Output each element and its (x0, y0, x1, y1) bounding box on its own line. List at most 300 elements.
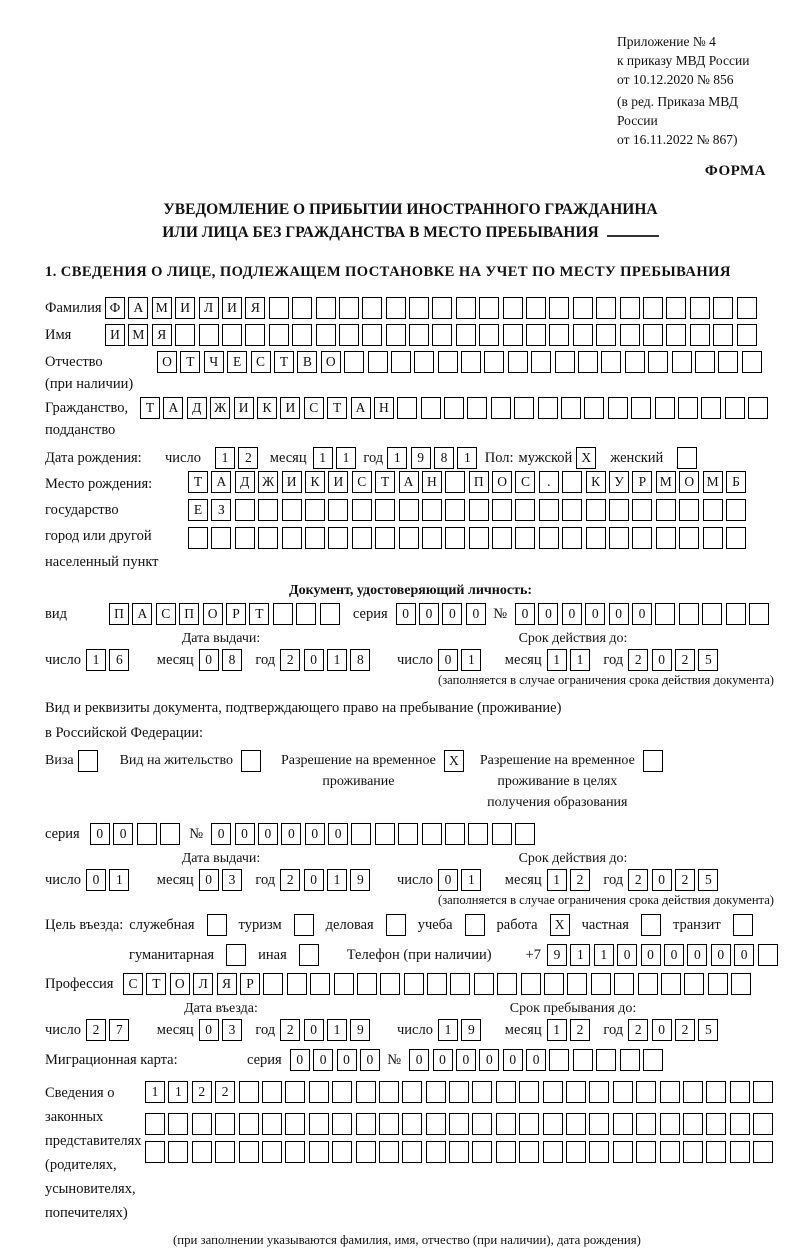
residence-permit-checkbox (241, 750, 261, 772)
char-cell (445, 527, 465, 549)
char-cell: А (132, 603, 152, 625)
residence-doc-intro2: в Российской Федерации: (45, 725, 204, 741)
char-cell (584, 397, 604, 419)
purpose-tourism-label: туризм (238, 917, 282, 933)
char-cell: Т (180, 351, 200, 373)
char-cell: 0 (360, 1049, 380, 1071)
char-cell: 0 (90, 823, 110, 845)
char-cell: 2 (628, 869, 648, 891)
patronymic-label: Отчество (45, 354, 103, 370)
char-cell (596, 297, 616, 319)
char-cell (305, 499, 325, 521)
char-cell: 0 (113, 823, 133, 845)
char-cell (679, 499, 699, 521)
char-cell: 1 (570, 649, 590, 671)
char-cell (718, 351, 738, 373)
doc-series-cells (396, 603, 490, 625)
char-cell (188, 527, 208, 549)
char-cell: 0 (479, 1049, 499, 1071)
form-label: ФОРМА (704, 163, 766, 179)
doc-number-label: № (493, 606, 508, 622)
char-cell (492, 527, 512, 549)
char-cell (357, 973, 377, 995)
char-cell (402, 1113, 422, 1135)
char-cell: С (515, 471, 535, 493)
char-cell: О (321, 351, 341, 373)
purpose-official-checkbox (207, 914, 227, 936)
month-label: месяц (156, 652, 194, 668)
char-cell (456, 324, 476, 346)
char-cell: 0 (526, 1049, 546, 1071)
char-cell (503, 324, 523, 346)
char-cell (414, 351, 434, 373)
char-cell (596, 324, 616, 346)
char-cell (573, 297, 593, 319)
purpose-study-label: учеба (417, 917, 453, 933)
char-cell: М (128, 324, 148, 346)
char-cell: 6 (109, 649, 129, 671)
char-cell (356, 1113, 376, 1135)
char-cell: 2 (238, 447, 258, 469)
char-cell: С (156, 603, 176, 625)
temp-residence-edu-label-line3: получения образования (487, 795, 628, 810)
purpose-other-checkbox (299, 944, 319, 966)
char-cell (620, 1049, 640, 1071)
char-cell: Ч (204, 351, 224, 373)
char-cell (539, 527, 559, 549)
char-cell (222, 324, 242, 346)
birth-day-cells (215, 447, 262, 469)
char-cell: Т (249, 603, 269, 625)
char-cell (661, 973, 681, 995)
char-cell: 8 (350, 649, 370, 671)
char-cell (409, 297, 429, 319)
char-cell (215, 1141, 235, 1163)
year-label: год (255, 652, 276, 668)
issue-day-cells (86, 649, 133, 671)
citizenship-cells (140, 397, 772, 419)
char-cell (339, 297, 359, 319)
char-cell (672, 351, 692, 373)
char-cell (562, 527, 582, 549)
char-cell: 9 (461, 1019, 481, 1041)
char-cell (426, 1141, 446, 1163)
char-cell: 0 (438, 649, 458, 671)
char-cell: Я (152, 324, 172, 346)
char-cell (706, 1081, 726, 1103)
char-cell (168, 1141, 188, 1163)
char-cell: 2 (215, 1081, 235, 1103)
char-cell (561, 397, 581, 419)
char-cell (503, 297, 523, 319)
char-cell (263, 973, 283, 995)
char-cell (731, 973, 751, 995)
char-cell (239, 1141, 259, 1163)
res-expiry-year-cells (628, 869, 722, 891)
char-cell (613, 1113, 633, 1135)
char-cell (398, 823, 418, 845)
char-cell (613, 1141, 633, 1163)
char-cell (638, 973, 658, 995)
issue-date-label: Дата выдачи: (181, 631, 261, 646)
char-cell (273, 603, 293, 625)
char-cell: 0 (396, 603, 416, 625)
representatives-note: (при заполнении указываются фамилия, имя, отчество (при наличии), дата рождения) (173, 1233, 641, 1247)
char-cell: 8 (222, 649, 242, 671)
char-cell (543, 1113, 563, 1135)
char-cell (426, 1081, 446, 1103)
char-cell (614, 973, 634, 995)
stay-month-cells (547, 1019, 594, 1041)
amendment-line: (в ред. Приказа МВД России (617, 94, 738, 128)
char-cell: 0 (409, 1049, 429, 1071)
char-cell (375, 499, 395, 521)
char-cell: 0 (609, 603, 629, 625)
char-cell: О (492, 471, 512, 493)
char-cell (199, 324, 219, 346)
char-cell: С (123, 973, 143, 995)
char-cell: 2 (280, 869, 300, 891)
char-cell: Т (375, 471, 395, 493)
char-cell (655, 397, 675, 419)
char-cell (730, 1081, 750, 1103)
char-cell (292, 324, 312, 346)
char-cell (539, 499, 559, 521)
char-cell (706, 1113, 726, 1135)
char-cell (656, 499, 676, 521)
char-cell (426, 1113, 446, 1135)
res-number-label: № (189, 826, 204, 842)
day-label: число (45, 872, 81, 888)
char-cell (643, 324, 663, 346)
char-cell (456, 297, 476, 319)
char-cell (678, 397, 698, 419)
char-cell (496, 1081, 516, 1103)
char-cell: 1 (547, 649, 567, 671)
char-cell (531, 351, 551, 373)
char-cell (526, 297, 546, 319)
year-label: год (603, 652, 624, 668)
char-cell (514, 397, 534, 419)
char-cell (269, 297, 289, 319)
char-cell (239, 1113, 259, 1135)
char-cell: Н (422, 471, 442, 493)
char-cell (566, 1081, 586, 1103)
char-cell (309, 1081, 329, 1103)
char-cell (643, 297, 663, 319)
temp-residence-label-line2: проживание (322, 774, 395, 789)
temp-residence-edu-label-line2: проживание в целях (497, 774, 618, 789)
char-cell: 0 (664, 944, 684, 966)
char-cell: 0 (86, 869, 106, 891)
char-cell: 1 (313, 447, 333, 469)
entry-year-cells (280, 1019, 374, 1041)
char-cell: Б (726, 471, 746, 493)
res-issue-day-cells (86, 869, 133, 891)
birth-place-label-city1: город или другой (45, 528, 152, 544)
char-cell (573, 1049, 593, 1071)
char-cell (215, 1113, 235, 1135)
char-cell (660, 1113, 680, 1135)
purpose-business-label: деловая (325, 917, 374, 933)
char-cell (620, 324, 640, 346)
char-cell (683, 1081, 703, 1103)
mc-series-label: серия (247, 1052, 282, 1068)
char-cell: 0 (466, 603, 486, 625)
char-cell (549, 297, 569, 319)
char-cell: 1 (461, 869, 481, 891)
char-cell: И (280, 397, 300, 419)
birth-month-cells (313, 447, 360, 469)
char-cell (391, 351, 411, 373)
char-cell (344, 351, 364, 373)
appendix-block (617, 32, 776, 149)
char-cell (445, 823, 465, 845)
char-cell (235, 499, 255, 521)
char-cell: 2 (675, 869, 695, 891)
char-cell (468, 823, 488, 845)
char-cell (332, 1081, 352, 1103)
amendment-line: от 16.11.2022 № 867) (617, 132, 738, 147)
char-cell (309, 1141, 329, 1163)
char-cell (684, 973, 704, 995)
char-cell (211, 527, 231, 549)
month-label: месяц (156, 872, 194, 888)
char-cell (609, 527, 629, 549)
char-cell (472, 1081, 492, 1103)
char-cell (636, 1113, 656, 1135)
char-cell (632, 499, 652, 521)
char-cell (316, 324, 336, 346)
appendix-line: Приложение № 4 (617, 34, 716, 49)
char-cell (402, 1081, 422, 1103)
day-label: число (45, 652, 81, 668)
issue-year-cells (280, 649, 374, 671)
char-cell (386, 297, 406, 319)
char-cell: И (105, 324, 125, 346)
char-cell: Е (227, 351, 247, 373)
char-cell: 9 (547, 944, 567, 966)
char-cell: Д (235, 471, 255, 493)
char-cell: 0 (585, 603, 605, 625)
char-cell (566, 1113, 586, 1135)
char-cell: С (304, 397, 324, 419)
char-cell: 0 (538, 603, 558, 625)
char-cell (555, 351, 575, 373)
char-cell: С (352, 471, 372, 493)
char-cell: 0 (632, 603, 652, 625)
birth-place-label: Место рождения: (45, 476, 153, 492)
char-cell (380, 973, 400, 995)
char-cell (519, 1081, 539, 1103)
char-cell (591, 973, 611, 995)
char-cell (496, 1113, 516, 1135)
birth-place-row2-cells (188, 499, 749, 521)
char-cell: Ф (105, 297, 125, 319)
char-cell (296, 603, 316, 625)
char-cell: П (179, 603, 199, 625)
char-cell: 1 (457, 447, 477, 469)
char-cell (737, 324, 757, 346)
residence-permit-label: Вид на жительство (119, 753, 233, 768)
char-cell: З (211, 499, 231, 521)
char-cell (339, 324, 359, 346)
char-cell: Ж (210, 397, 230, 419)
identity-doc-heading: Документ, удостоверяющий личность: (288, 583, 533, 598)
representatives-label-line: усыновителях, (45, 1181, 136, 1197)
char-cell: С (251, 351, 271, 373)
char-cell (235, 527, 255, 549)
purpose-study-checkbox (465, 914, 485, 936)
patronymic-note: (при наличии) (45, 376, 134, 392)
month-label: месяц (504, 1022, 542, 1038)
expiry-month-cells (547, 649, 594, 671)
month-label: месяц (504, 652, 542, 668)
char-cell: И (328, 471, 348, 493)
char-cell: П (469, 471, 489, 493)
blank-underline (607, 222, 659, 237)
option-temp-residence-edu (480, 750, 663, 813)
char-cell (285, 1081, 305, 1103)
char-cell: 1 (387, 447, 407, 469)
char-cell (648, 351, 668, 373)
char-cell (474, 973, 494, 995)
char-cell (702, 603, 722, 625)
representatives-row1-cells (145, 1081, 777, 1103)
char-cell (549, 1049, 569, 1071)
char-cell: 0 (433, 1049, 453, 1071)
char-cell: П (109, 603, 129, 625)
char-cell: О (203, 603, 223, 625)
char-cell: А (399, 471, 419, 493)
char-cell (305, 527, 325, 549)
char-cell: 0 (652, 869, 672, 891)
char-cell (620, 297, 640, 319)
char-cell: 5 (698, 649, 718, 671)
char-cell: 0 (199, 869, 219, 891)
char-cell: 1 (547, 869, 567, 891)
identity-doc-dates (45, 631, 776, 671)
char-cell: А (163, 397, 183, 419)
char-cell: . (539, 471, 559, 493)
char-cell (666, 324, 686, 346)
char-cell (282, 499, 302, 521)
char-cell: Т (327, 397, 347, 419)
temp-residence-edu-label-line1: Разрешение на временное (479, 753, 635, 768)
char-cell (515, 527, 535, 549)
char-cell (469, 527, 489, 549)
char-cell (725, 397, 745, 419)
migration-card-label: Миграционная карта: (45, 1052, 178, 1068)
char-cell: 1 (327, 649, 347, 671)
residence-doc-intro1: Вид и реквизиты документа, подтверждающего право на пребывание (проживание) (45, 700, 562, 716)
char-cell (636, 1141, 656, 1163)
char-cell (379, 1081, 399, 1103)
char-cell: Я (245, 297, 265, 319)
entry-month-cells (199, 1019, 246, 1041)
mc-number-label: № (387, 1052, 402, 1068)
char-cell (666, 297, 686, 319)
char-cell (708, 973, 728, 995)
char-cell: 0 (211, 823, 231, 845)
char-cell (703, 527, 723, 549)
char-cell (683, 1113, 703, 1135)
day-label: число (397, 872, 433, 888)
month-label: месяц (269, 450, 307, 466)
char-cell (168, 1113, 188, 1135)
char-cell (643, 1049, 663, 1071)
purpose-private-checkbox (641, 914, 661, 936)
char-cell (737, 297, 757, 319)
temp-residence-label-line1: Разрешение на временное (280, 753, 436, 768)
char-cell (726, 499, 746, 521)
char-cell (690, 297, 710, 319)
char-cell (596, 1049, 616, 1071)
char-cell (566, 1141, 586, 1163)
char-cell (521, 973, 541, 995)
char-cell: 2 (570, 1019, 590, 1041)
char-cell (432, 297, 452, 319)
char-cell: 0 (328, 823, 348, 845)
char-cell (285, 1141, 305, 1163)
representatives-label-line: (родителях, (45, 1157, 117, 1173)
char-cell (192, 1141, 212, 1163)
purpose-official-label: служебная (129, 917, 195, 933)
char-cell (519, 1113, 539, 1135)
char-cell: 1 (215, 447, 235, 469)
form-title-line2: ИЛИ ЛИЦА БЕЗ ГРАЖДАНСТВА В МЕСТО ПРЕБЫВАНИЯ (45, 221, 776, 244)
char-cell (589, 1113, 609, 1135)
char-cell: 2 (628, 1019, 648, 1041)
char-cell: 0 (304, 649, 324, 671)
char-cell (421, 397, 441, 419)
expiry-date-label: Срок действия до: (518, 631, 628, 646)
char-cell: 0 (313, 1049, 333, 1071)
char-cell (492, 499, 512, 521)
year-label: год (255, 1022, 276, 1038)
char-cell (328, 499, 348, 521)
char-cell: 1 (145, 1081, 165, 1103)
surname-cells (105, 297, 760, 319)
char-cell (508, 351, 528, 373)
char-cell: 0 (304, 869, 324, 891)
char-cell: О (170, 973, 190, 995)
char-cell: М (656, 471, 676, 493)
option-temp-residence (281, 750, 464, 792)
char-cell: 0 (419, 603, 439, 625)
char-cell (375, 823, 395, 845)
stay-year-cells (628, 1019, 722, 1041)
purpose-work-label: работа (496, 917, 538, 933)
char-cell (160, 823, 180, 845)
residence-doc-dates (45, 851, 776, 891)
char-cell (578, 351, 598, 373)
month-label: месяц (156, 1022, 194, 1038)
char-cell: Д (187, 397, 207, 419)
representatives-label-line: законных (45, 1109, 104, 1125)
char-cell (586, 499, 606, 521)
char-cell (703, 499, 723, 521)
char-cell (422, 823, 442, 845)
char-cell: 0 (734, 944, 754, 966)
char-cell (175, 324, 195, 346)
birth-date-label: Дата рождения: (45, 450, 142, 466)
char-cell: 0 (199, 1019, 219, 1041)
char-cell: 1 (461, 649, 481, 671)
res-issue-month-cells (199, 869, 246, 891)
char-cell: 2 (628, 649, 648, 671)
char-cell (332, 1113, 352, 1135)
